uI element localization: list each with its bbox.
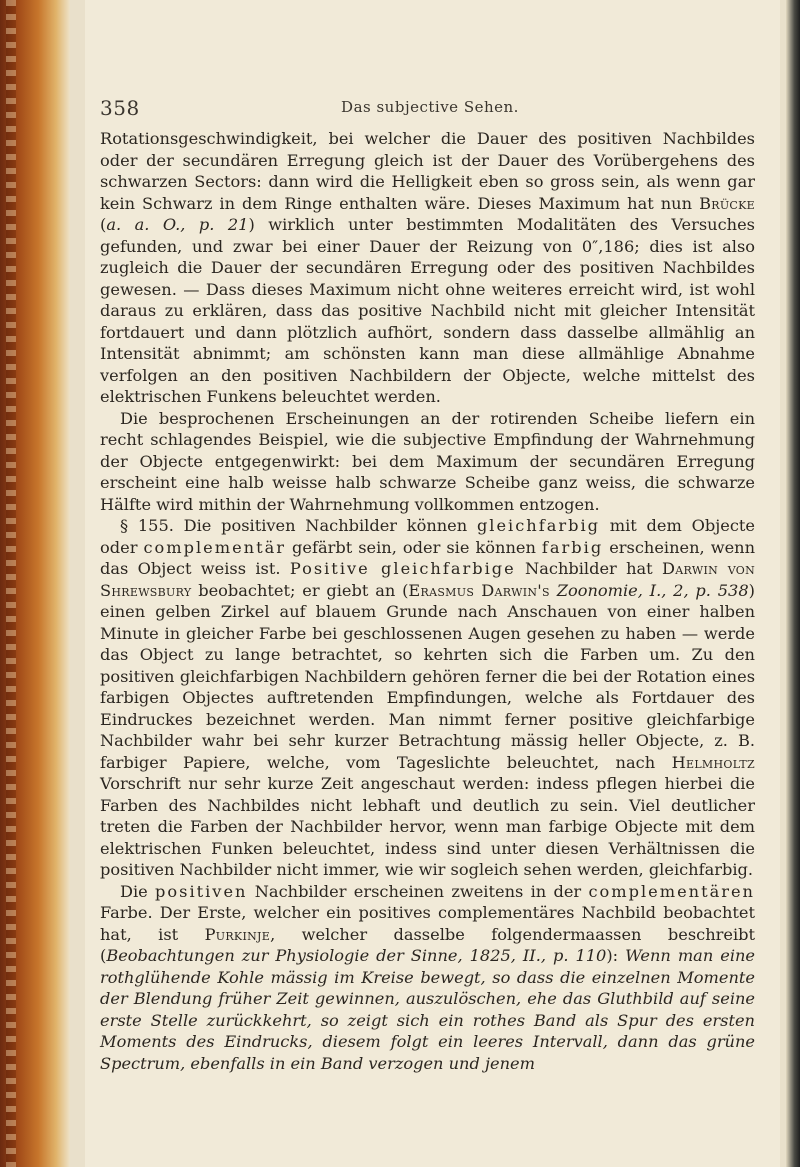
text-run — [550, 581, 557, 600]
page-number: 358 — [100, 96, 140, 120]
text-run: Die besprochenen Erscheinungen an der rotirenden Scheibe liefern ein recht schlagendes Beispiel, wie die subjective Empfindung der Wahrnehmung der Objecte entgegenwirkt: bei dem Maximum der secundären Erregung erscheint eine halb weisse halb schwarze Scheibe ganz weiss, die schwarze Hälfte wird mithin der Wahrnehmung vollkommen entzogen. — [100, 408, 755, 514]
text-run: Rotationsgeschwindigkeit, bei welcher die Dauer des positiven Nachbildes oder der secundären Erregung gleich ist der Dauer des Vorübergehens des schwarzen Sectors: dann wird die Helligkeit eben so gross sein, als wenn gar kein Schwarz in dem Ringe enthalten wäre. Dieses Maximum hat nun — [100, 129, 755, 213]
author-name: Brücke — [699, 193, 755, 213]
emphasized-term: complementär — [143, 537, 286, 557]
paragraph — [100, 881, 755, 1075]
author-name: Erasmus Darwin's — [408, 580, 550, 600]
text-run: Die — [120, 881, 156, 901]
text-run: beobachtet; er giebt an ( — [191, 580, 409, 600]
text-run: erscheinen, wenn das Object weiss ist. — [100, 537, 755, 578]
emphasized-term: complementären — [588, 881, 755, 901]
text-run: § 155. Die positiven Nachbilder können — [120, 516, 477, 535]
text-run: ) einen gelben Zirkel auf blauem Grunde nach Anschauen von einer halben Minute in gleicher Farbe bei geschlossenen Augen gesehen zu haben — werde das Object zu lange betrachtet, so kehrten sich die Farben um. Zu den positiven gleichfarbigen Nachbildern gehören ferner die bei der Rotation eines farbigen Objectes auftretenden Empfindungen, welche als Fortdauer des Eindruckes bezeichnet werden. Man nimmt ferner positive gleichfarbige Nachbilder wahr bei sehr kurzer Betrachtung mässig heller Objecte, z. B. farbiger Papiere, welche, vom Tageslichte beleuchtet, nach — [100, 580, 755, 772]
italic-text: Beobachtungen zur Physiologie der Sinne, 1825, II., p. 110 — [106, 946, 607, 965]
text-run: Nachbilder hat — [515, 559, 663, 578]
page-gutter-shadow — [786, 0, 800, 1167]
author-name: Purkinje — [204, 924, 271, 944]
text-run: Vorschrift nur sehr kurze Zeit angeschaut werden: indess pflegen hierbei die Farben des Nachbildes nicht lebhaft und deutlich zu sein. Viel deutlicher treten die Farben der Nachbilder hervor, wenn man farbige Objecte mit dem elektrischen Funken beleuchtet, indess sind unter diesen Verhältnissen die positiven Nachbilder nicht immer, wie wir sogleich sehen werden, gleichfarbig. — [100, 774, 755, 879]
body-text — [100, 128, 755, 1074]
text-run: ( — [100, 215, 107, 234]
paragraph — [100, 408, 755, 516]
emphasized-term: Positive gleichfarbige — [289, 559, 516, 578]
emphasized-term: farbig — [541, 537, 604, 557]
text-run: Nachbilder erscheinen zweitens in der — [247, 881, 589, 901]
page-header — [100, 96, 760, 126]
emphasized-term: gleichfarbig — [476, 516, 601, 535]
paragraph — [100, 515, 755, 881]
author-name: Darwin von Shrewsbury — [100, 559, 756, 600]
italic-text: a. a. O., p. 21 — [106, 215, 249, 234]
italic-text: Wenn man eine rothglühende Kohle mässig im Kreise bewegt, so dass die einzelnen Momente der Blendung früher Zeit gewinnen, auszulöschen, ehe das Gluthbild auf seine erste Stelle zurückkehrt, so zeigt sich ein rothes Band als Spur des ersten Moments des Eindrucks, diesem folgt ein leeres Intervall, dann das grüne Spectrum, ebenfalls in ein Band verzogen und jenem — [100, 946, 755, 1073]
text-run: ): — [606, 946, 626, 965]
running-head: Das subjective Sehen. — [341, 98, 519, 116]
text-run: gefärbt sein, oder sie können — [286, 537, 542, 557]
text-run: Farbe. Der Erste, welcher ein positives complementäres Nachbild beobachtet hat, ist — [100, 903, 755, 944]
text-run: ) wirklich unter bestimmten Modalitäten des Versuches gefunden, und zwar bei einer Dauer der Reizung von 0″,186; dies ist also zugleich die Dauer der secundären Erregung oder des positiven Nachbildes gewesen. — Dass dieses Maximum nicht ohne weiteres erreicht wird, ist wohl daraus zu erklären, dass das positive Nachbild nicht mit gleicher Intensität fortdauert und dann plötzlich aufhört, sondern dass dasselbe allmählig an Intensität abnimmt; am schönsten kann man diese allmählige Abnahme verfolgen an den positiven Nachbildern der Objecte, welche mittelst des elektrischen Funkens beleuchtet werden. — [100, 215, 755, 406]
author-name: Helmholtz — [671, 752, 755, 772]
italic-text: Zoonomie, I., 2, p. 538 — [556, 580, 749, 600]
emphasized-term: positiven — [155, 881, 248, 901]
book-binding-edge — [0, 0, 70, 1167]
text-run: , welcher dasselbe folgendermaassen beschreibt ( — [100, 924, 755, 965]
paragraph — [100, 128, 755, 408]
text-run: mit dem Objecte oder — [100, 516, 755, 557]
